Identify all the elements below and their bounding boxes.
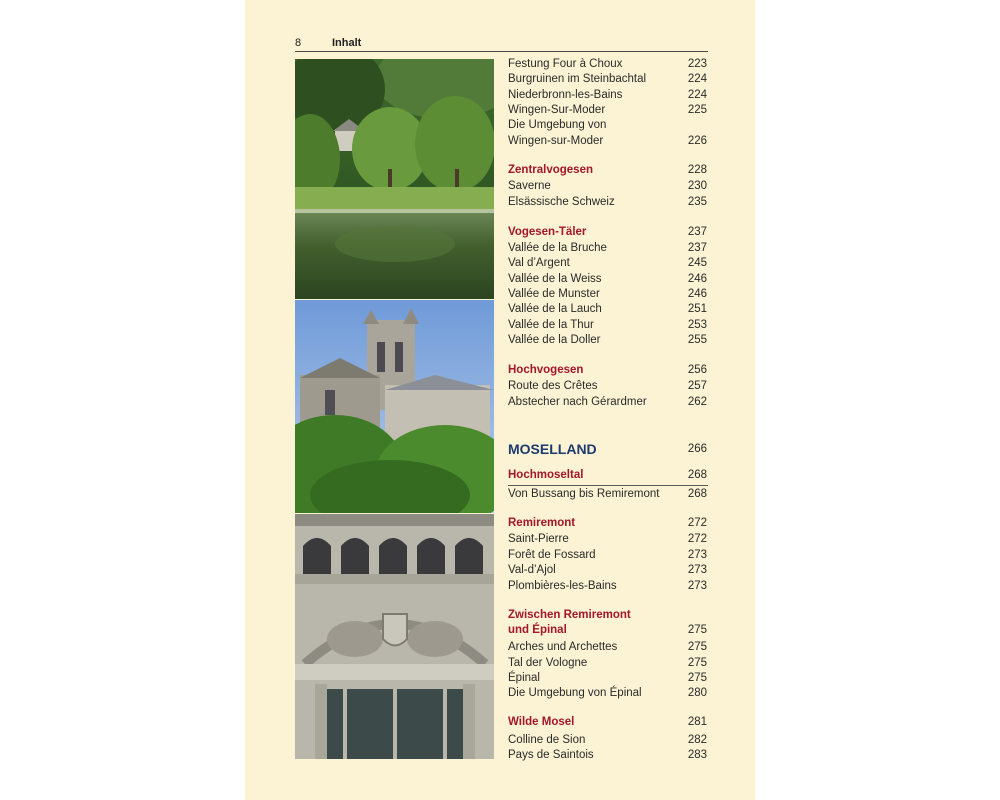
toc-label: Route des Crêtes <box>508 380 598 392</box>
toc-page-number: 273 <box>687 549 707 561</box>
toc-label: Saint-Pierre <box>508 533 569 545</box>
toc-entry <box>508 487 708 502</box>
church-photo <box>295 300 494 513</box>
toc-page-number: 280 <box>687 687 707 699</box>
toc-page-number: 223 <box>687 58 707 70</box>
toc-page-number: 256 <box>687 364 707 376</box>
page-number: 8 <box>295 37 302 49</box>
toc-page-number: 230 <box>687 180 707 192</box>
toc-page-number: 272 <box>687 533 707 545</box>
toc-section <box>508 516 708 531</box>
toc-page-number: 224 <box>687 73 707 85</box>
toc-label: Burgruinen im Steinbachtal <box>508 73 647 85</box>
toc-label: Plombières-les-Bains <box>508 580 617 592</box>
toc-entry <box>508 656 708 671</box>
toc-entry <box>508 379 708 394</box>
toc-label: Wilde Mosel <box>508 716 575 728</box>
toc-entry <box>508 72 708 87</box>
toc-entry <box>508 88 708 103</box>
toc-entry <box>508 395 708 410</box>
toc-label: Saverne <box>508 180 551 192</box>
toc-entry <box>508 241 708 256</box>
lake-forest-photo <box>295 59 494 299</box>
toc-label: Épinal <box>508 672 540 684</box>
toc-entry <box>508 333 708 348</box>
toc-entry <box>508 179 708 194</box>
toc-entry <box>508 640 708 655</box>
toc-entry <box>508 733 708 748</box>
toc-label: Vallée de la Doller <box>508 334 601 346</box>
toc-page-number: 268 <box>687 469 707 481</box>
toc-label: Tal der Vologne <box>508 657 588 669</box>
toc-label: MOSELLAND <box>508 441 597 457</box>
toc-label: Wingen-Sur-Moder <box>508 104 606 116</box>
toc-section <box>508 623 708 638</box>
toc-page-number: 226 <box>687 135 707 147</box>
toc-label: Val d’Argent <box>508 257 570 269</box>
toc-label: Val-d’Ajol <box>508 564 556 576</box>
toc-section <box>508 608 708 623</box>
toc-page-number: 225 <box>687 104 707 116</box>
toc-label: Colline de Sion <box>508 734 586 746</box>
toc-page-number: 283 <box>687 749 707 761</box>
toc-label: Die Umgebung von Épinal <box>508 687 642 699</box>
toc-page-number: 282 <box>687 734 707 746</box>
toc-section <box>508 163 708 178</box>
toc-page-number: 273 <box>687 580 707 592</box>
toc-page-number: 237 <box>687 242 707 254</box>
toc-entry <box>508 287 708 302</box>
toc-label: Von Bussang bis Remiremont <box>508 488 660 500</box>
toc-label: Arches und Archettes <box>508 641 618 653</box>
toc-label: und Épinal <box>508 624 567 636</box>
toc-page-number: 266 <box>687 443 707 455</box>
toc-page-number: 246 <box>687 273 707 285</box>
toc-page-number: 262 <box>687 396 707 408</box>
toc-page-number: 253 <box>687 319 707 331</box>
toc-label: Remiremont <box>508 517 576 529</box>
toc-entry <box>508 118 708 133</box>
toc-page-number: 245 <box>687 257 707 269</box>
toc-page-number: 272 <box>687 517 707 529</box>
toc-label: Festung Four à Choux <box>508 58 623 70</box>
page-title: Inhalt <box>332 37 362 49</box>
toc-entry <box>508 103 708 118</box>
toc-entry <box>508 671 708 686</box>
toc-entry <box>508 548 708 563</box>
toc-page-number: 273 <box>687 564 707 576</box>
toc-page-number: 224 <box>687 89 707 101</box>
table-of-contents <box>508 0 708 800</box>
toc-section <box>508 225 708 240</box>
toc-page-number: 237 <box>687 226 707 238</box>
toc-page-number: 275 <box>687 672 707 684</box>
toc-entry <box>508 748 708 763</box>
toc-entry <box>508 302 708 317</box>
section-rule <box>508 485 708 486</box>
toc-page-number: 275 <box>687 641 707 653</box>
toc-page-number: 268 <box>687 488 707 500</box>
toc-label: Niederbronn-les-Bains <box>508 89 623 101</box>
toc-label: Hochvogesen <box>508 364 584 376</box>
toc-label: Wingen-sur-Moder <box>508 135 604 147</box>
toc-section <box>508 715 708 730</box>
toc-label: Hochmoseltal <box>508 469 584 481</box>
toc-page-number: 228 <box>687 164 707 176</box>
toc-label: Abstecher nach Gérardmer <box>508 396 647 408</box>
toc-entry <box>508 563 708 578</box>
toc-label: Pays de Saintois <box>508 749 594 761</box>
toc-chapter <box>508 440 708 458</box>
toc-entry <box>508 579 708 594</box>
toc-entry <box>508 57 708 72</box>
toc-page-number: 281 <box>687 716 707 728</box>
toc-label: Elsässische Schweiz <box>508 196 615 208</box>
toc-label: Vogesen-Täler <box>508 226 587 238</box>
toc-entry <box>508 532 708 547</box>
toc-page-number: 275 <box>687 657 707 669</box>
toc-entry <box>508 195 708 210</box>
toc-page-number: 246 <box>687 288 707 300</box>
toc-section <box>508 468 708 483</box>
toc-label: Vallée de la Weiss <box>508 273 602 285</box>
toc-label: Vallée de la Bruche <box>508 242 607 254</box>
toc-page-number: 257 <box>687 380 707 392</box>
toc-entry <box>508 256 708 271</box>
toc-label: Vallée de Munster <box>508 288 600 300</box>
toc-label: Forêt de Fossard <box>508 549 596 561</box>
facade-photo <box>295 514 494 759</box>
toc-page-number: 235 <box>687 196 707 208</box>
toc-label: Die Umgebung von <box>508 119 607 131</box>
toc-label: Vallée de la Lauch <box>508 303 602 315</box>
toc-page-number: 251 <box>687 303 707 315</box>
toc-entry <box>508 318 708 333</box>
toc-label: Vallée de la Thur <box>508 319 594 331</box>
toc-section <box>508 363 708 378</box>
toc-page-number: 255 <box>687 334 707 346</box>
toc-page-number: 275 <box>687 624 707 636</box>
toc-label: Zwischen Remiremont <box>508 609 631 621</box>
toc-entry <box>508 272 708 287</box>
toc-label: Zentralvogesen <box>508 164 593 176</box>
toc-entry <box>508 686 708 701</box>
toc-entry <box>508 134 708 149</box>
